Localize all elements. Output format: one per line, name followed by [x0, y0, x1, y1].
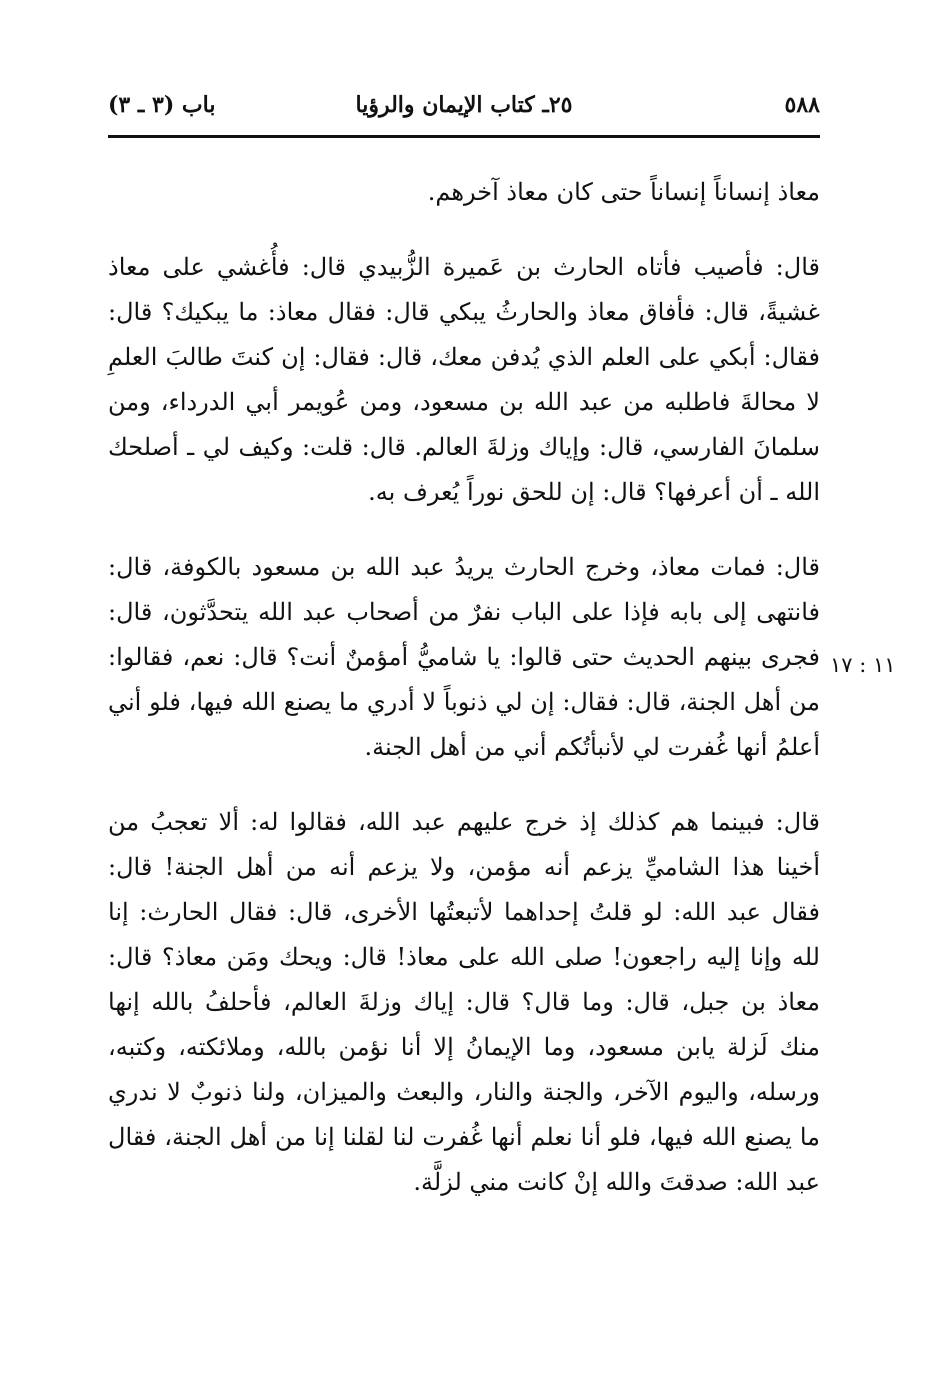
paragraph-1: معاذ إنساناً إنساناً حتى كان معاذ آخرهم. [427, 178, 820, 206]
paragraph-2: قال: فأصيب فأتاه الحارث بن عَميرة الزُّبيدي قال: فأُغشي على معاذ غشيةً، قال: فأفاق معاذ والحارثُ يبكي قال: فقال معاذ: ما يبكيك؟ قال: فقال: أبكي على العلم الذي يُدفن معك، قال: فقال: إن كنتَ طالبَ العلمِ لا محالةَ فاطلبه من عبد الله بن مسعود، ومن عُويمر أبي الدرداء، ومن سلمانَ الفارسي، قال: وإياك وزلةَ العالم. قال: قلت: وكيف لي ـ أصلحك الله ـ أن أعرفها؟ قال: إن للحق نوراً يُعرف به. [108, 253, 820, 506]
paragraph-3 [108, 545, 820, 770]
header-divider [108, 135, 820, 138]
chapter-reference: باب (٣ ـ ٣) [108, 92, 216, 118]
running-header [108, 92, 820, 132]
page-number: ٥٨٨ [784, 92, 820, 118]
paragraph-4: قال: فبينما هم كذلك إذ خرج عليهم عبد الله، فقالوا له: ألا تعجبُ من أخينا هذا الشاميِّ يزعم أنه مؤمن، ولا يزعم أنه من أهل الجنة! قال: فقال عبد الله: لو قلتُ إحداهما لأتبعتُها الأخرى، قال: فقال الحارث: إنا لله وإنا إليه راجعون! صلى الله على معاذ! قال: ويحك ومَن معاذ؟ قال: معاذ بن جبل، قال: وما قال؟ قال: إياك وزلةَ العالم، فأحلفُ بالله إنها منك لَزلة يابن مسعود، وما الإيمانُ إلا أنا نؤمن بالله، وملائكته، وكتبه، ورسله، واليوم الآخر، والجنة والنار، والبعث والميزان، ولنا ذنوبٌ لا ندري ما يصنع الله فيها، فلو أنا نعلم أنها غُفرت لنا لقلنا إنا من أهل الجنة، فقال عبد الله: صدقتَ والله إنْ كانت مني لزلَّة. [108, 808, 820, 1196]
paragraph-3-part-1: قال: فمات معاذ، وخرج الحارث يريدُ عبد الله بن مسعود بالكوفة، قال: فانتهى إلى بابه فإذا على الباب نفرٌ من أصحاب عبد الله يتحدَّثون، قال: فجرى بينهم الحديث حتى قالوا: يا شاميُّ أمؤمنٌ أنت؟ قال: نعم، [108, 553, 820, 671]
margin-reference: ١١ : ١٧ [830, 653, 896, 677]
paragraph-3-part-3: فلو أني أعلمُ أنها غُفرت لي لأنبأتُكم أني من أهل الجنة. [108, 688, 820, 761]
paragraph-3-part-2: فقالوا: من أهل الجنة، قال: فقال: إن لي ذنوباً لا أدري ما يصنع الله فيها، [108, 643, 820, 716]
book-title: ٢٥ـ كتاب الإيمان والرؤيا [355, 92, 573, 118]
body-text [108, 170, 896, 1205]
